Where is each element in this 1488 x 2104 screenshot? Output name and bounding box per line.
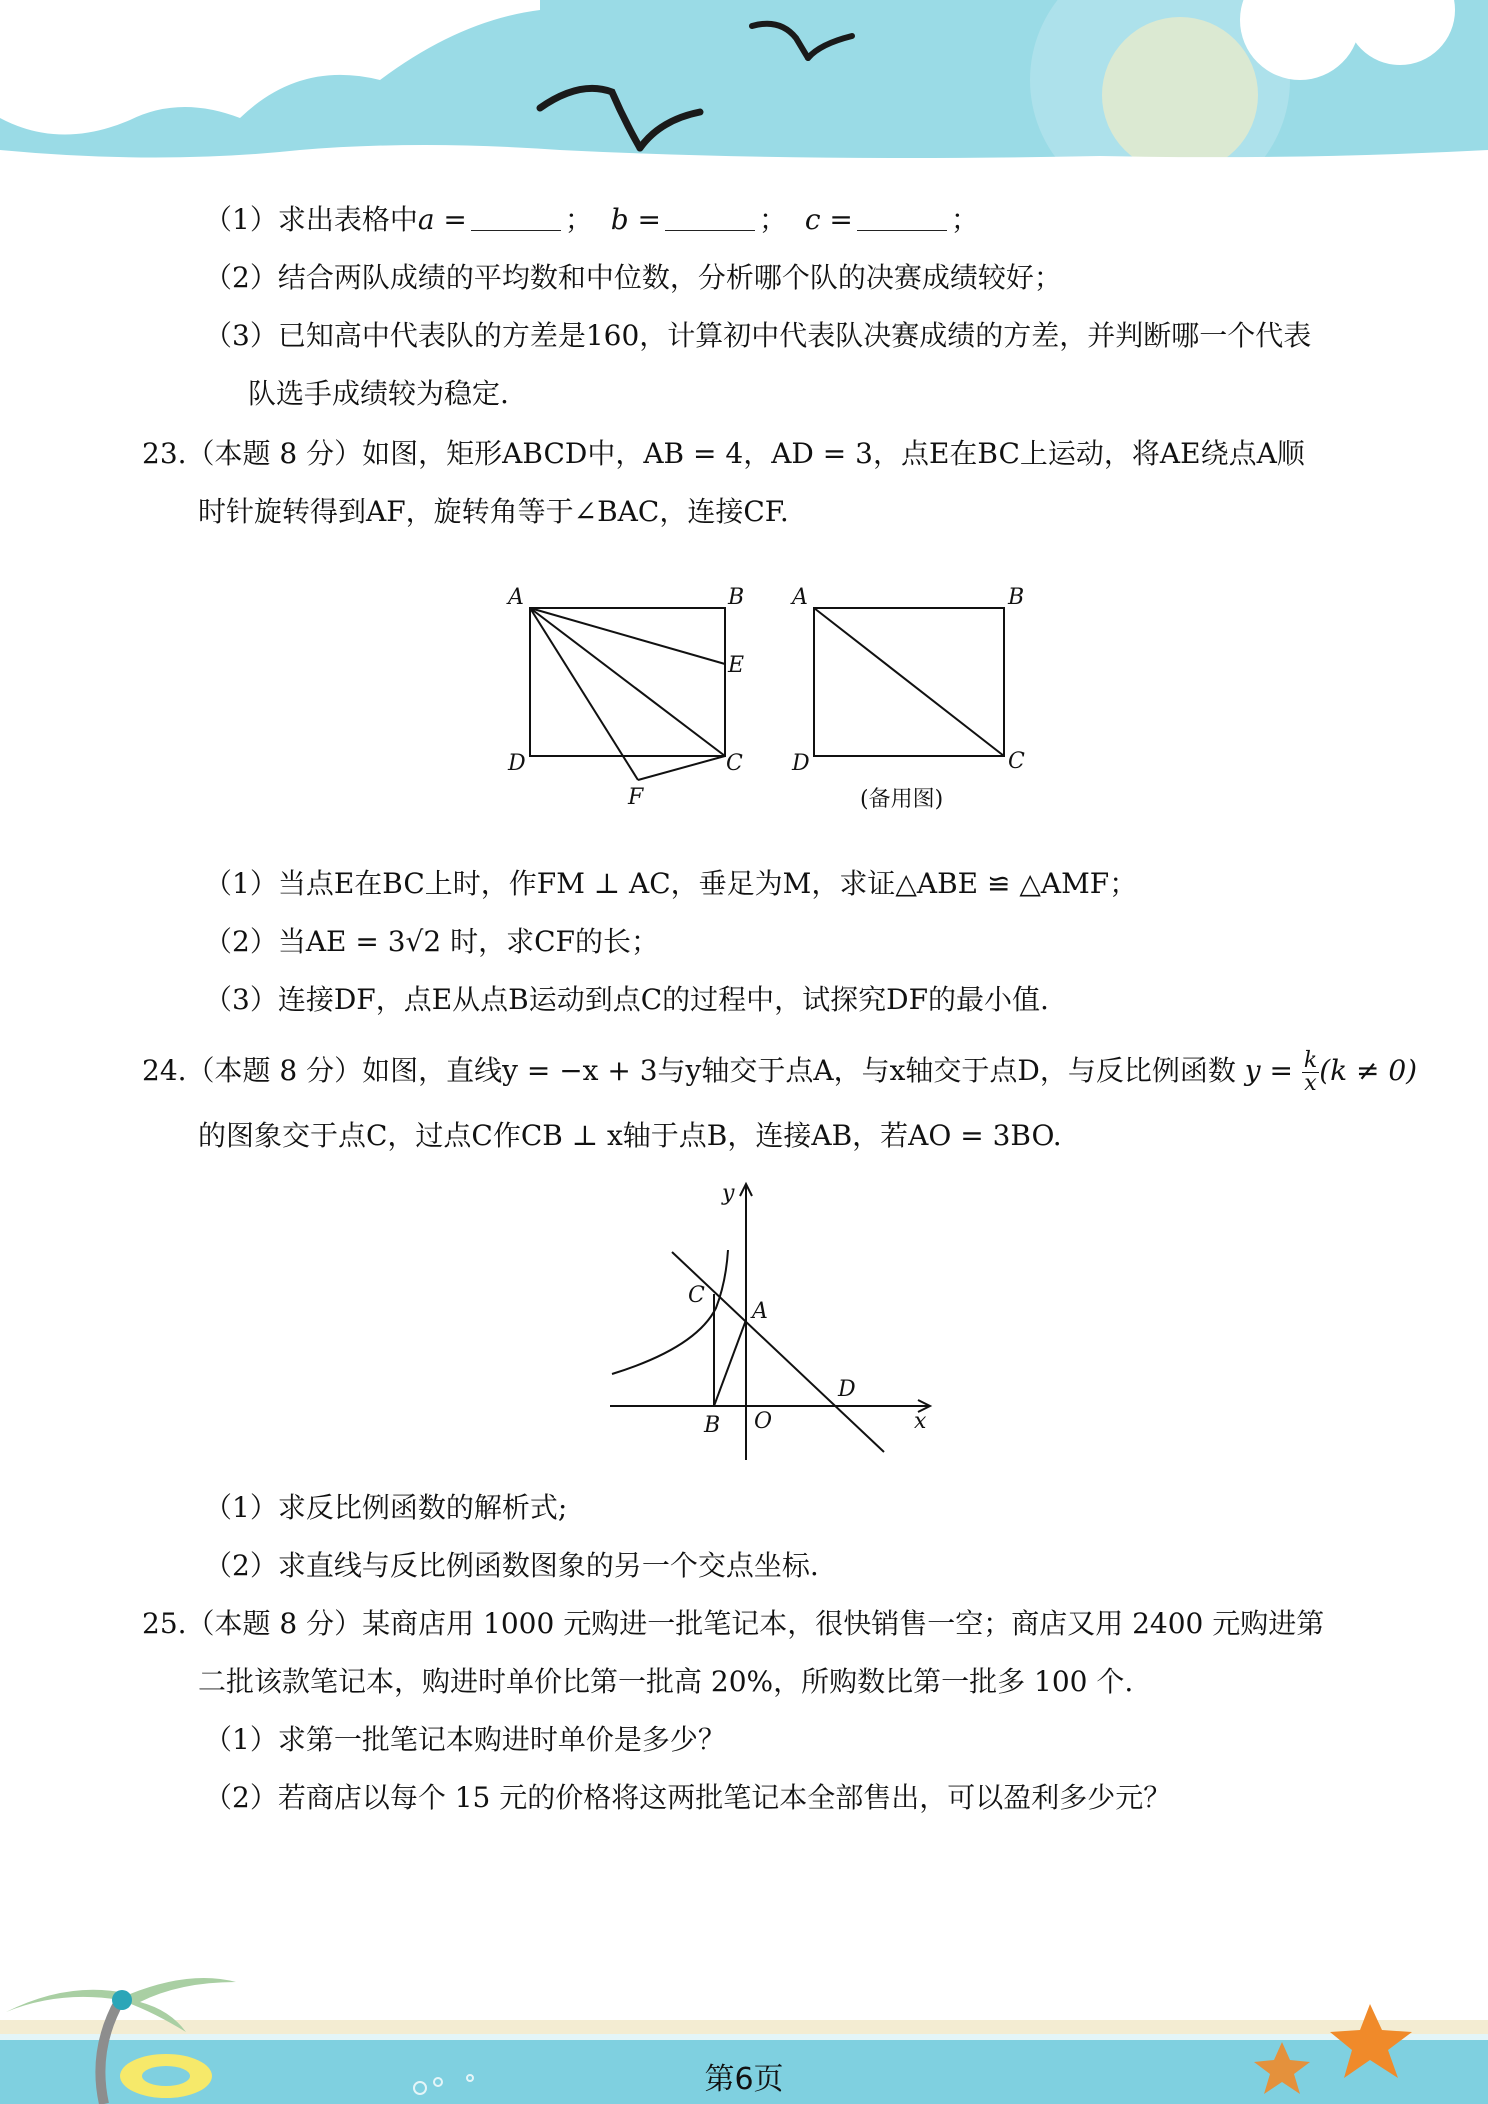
q23-stem-line1: 23.（本题 8 分）如图，矩形ABCD中，AB = 4，AD = 3，点E在BC上运动，将AE绕点A顺 xyxy=(142,437,1305,470)
q23-figures xyxy=(496,574,1056,814)
q24-fig-label: x xyxy=(914,1409,927,1434)
q23-fig2-caption: (备用图) xyxy=(860,787,944,812)
q24-fig-label: O xyxy=(754,1409,773,1434)
q24-function: y = $\frac{k}{x}$ (k ≠ 0) xyxy=(1244,1048,1418,1096)
q24-fig-label: D xyxy=(838,1377,856,1402)
q23-part1: （1）当点E在BC上时，作FM ⊥ AC，垂足为M，求证△ABE ≌ △AMF； xyxy=(204,867,1138,900)
q25-stem-line2: 二批该款笔记本，购进时单价比第一批高 20%，所购数比第一批多 100 个. xyxy=(198,1665,1134,1698)
q23-fig1-label: F xyxy=(628,785,644,810)
q22-part3-line2: 队选手成绩较为稳定. xyxy=(248,377,509,410)
q23-fig1-label: A xyxy=(508,585,524,610)
q24-fig-label: C xyxy=(688,1283,705,1308)
q23-fig1-label: C xyxy=(726,751,743,776)
q23-fig1-label: E xyxy=(728,653,745,678)
header-decoration xyxy=(0,0,1488,166)
q24-fig-label: B xyxy=(704,1413,721,1438)
q23-fig2-label: C xyxy=(1008,749,1025,774)
q25-part1: （1）求第一批笔记本购进时单价是多少？ xyxy=(204,1723,726,1756)
q22-part3-line1: （3）已知高中代表队的方差是160，计算初中代表队决赛成绩的方差，并判断哪一个代表 xyxy=(204,319,1312,352)
q24-stem-line1: 24.（本题 8 分）如图，直线y = −x + 3与y轴交于点A，与x轴交于点D，与反比例函数 y = $\frac{k}{x}$ (k ≠ 0) xyxy=(142,1048,1418,1096)
q23-figure-spare xyxy=(814,608,1004,756)
page-number: 第6页 xyxy=(704,2062,784,2097)
q23-figure-main xyxy=(530,608,725,780)
q23-fig2-label: D xyxy=(792,751,810,776)
q23-fig1-label: B xyxy=(728,585,745,610)
q24-figure xyxy=(600,1178,940,1468)
q24-part2: （2）求直线与反比例函数图象的另一个交点坐标. xyxy=(204,1549,819,1582)
q25-part2: （2）若商店以每个 15 元的价格将这两批笔记本全部售出，可以盈利多少元？ xyxy=(204,1781,1172,1814)
q23-fig2-label: B xyxy=(1008,585,1025,610)
q24-part1: （1）求反比例函数的解析式; xyxy=(204,1491,568,1524)
q23-part2: （2）当AE = 3√2 时，求CF的长； xyxy=(204,925,659,958)
q24-fig-label: y xyxy=(722,1181,735,1206)
q23-part3: （3）连接DF，点E从点B运动到点C的过程中，试探究DF的最小值. xyxy=(204,983,1049,1016)
q24-fig-label: A xyxy=(752,1299,768,1324)
q24-stem-line2: 的图象交于点C，过点C作CB ⊥ x轴于点B，连接AB，若AO = 3BO. xyxy=(198,1119,1062,1152)
q23-stem-line2: 时针旋转得到AF，旋转角等于∠BAC，连接CF. xyxy=(198,495,789,528)
q23-fig2-label: A xyxy=(792,585,808,610)
q25-stem-line1: 25.（本题 8 分）某商店用 1000 元购进一批笔记本，很快销售一空；商店又用 2400 元购进第 xyxy=(142,1607,1325,1640)
q22-part2: （2）结合两队成绩的平均数和中位数，分析哪个队的决赛成绩较好； xyxy=(204,261,1062,294)
q23-fig1-label: D xyxy=(508,751,526,776)
q22-part1: （1）求出表格中a = ； b = ； c = ； xyxy=(204,203,979,236)
